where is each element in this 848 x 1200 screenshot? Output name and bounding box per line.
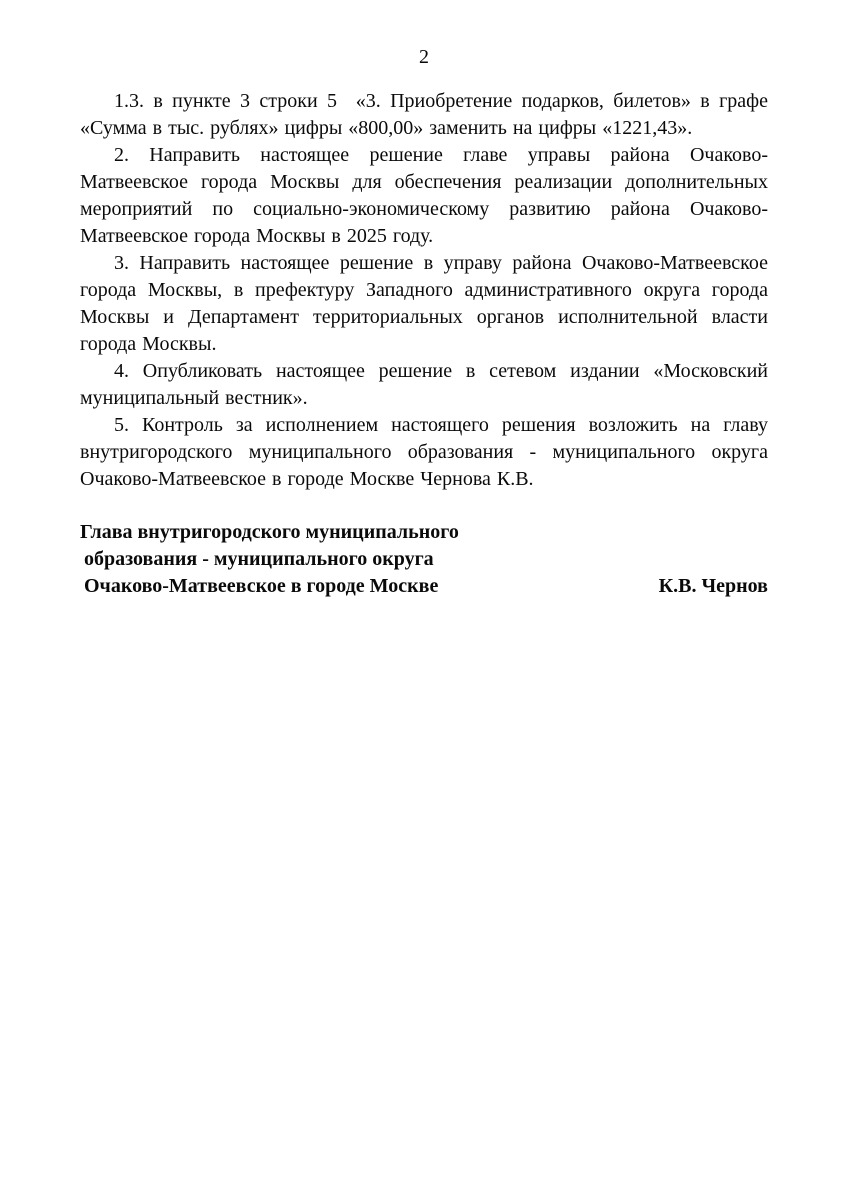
signature-name: К.В. Чернов [658,575,768,597]
paragraph-item-2: 2. Направить настоящее решение главе управы района Очаково-Матвеевское города Москвы для обеспечения реализации дополнительных мероприятий по социально-экономическому развитию района Очаково-Матвеевское города Москвы в 2025 году. [80,144,768,247]
signature-title-line-3: Очаково-Матвеевское в городе Москве [84,575,439,597]
document-body [80,88,768,493]
paragraph-item-5: 5. Контроль за исполнением настоящего решения возложить на главу внутригородского муниципального образования - муниципального округа Очаково-Матвеевское в городе Москве Чернова К.В. [80,414,768,490]
paragraph-item-4: 4. Опубликовать настоящее решение в сетевом издании «Московский муниципальный вестник». [80,360,768,409]
page-number: 2 [419,46,429,68]
paragraph-item-3: 3. Направить настоящее решение в управу района Очаково-Матвеевское города Москвы, в префектуру Западного административного округа города Москвы и Департамент территориальных органов исполнительной власти города Москвы. [80,252,768,355]
signature-title-line-1: Глава внутригородского муниципального [80,521,459,543]
signature-title-line-2: образования - муниципального округа [84,548,434,570]
signature-block [80,519,768,600]
paragraph-amendment-1-3: 1.3. в пункте 3 строки 5 «3. Приобретение подарков, билетов» в графе «Сумма в тыс. рублях» цифры «800,00» заменить на цифры «1221,43». [80,90,768,139]
signature-row [80,573,768,600]
